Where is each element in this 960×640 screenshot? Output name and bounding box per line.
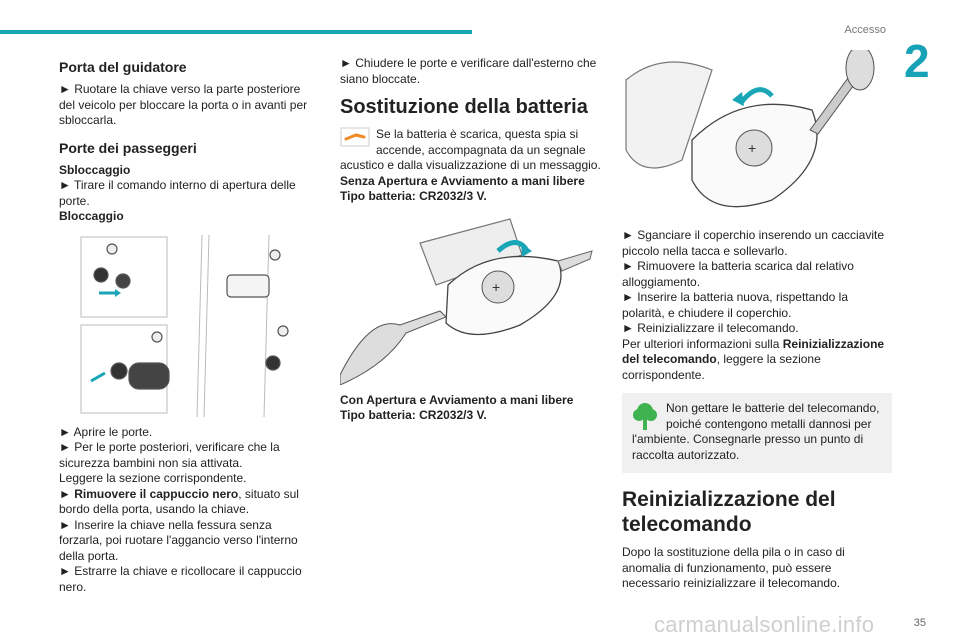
step-open-doors: ► Aprire le porte. [59, 424, 153, 439]
reinit-text: Dopo la sostituzione della pila o in caso di anomalia di funzionamento, può essere necessario reinizializzare il telecomando. [622, 545, 845, 590]
key-battery-illustration-2 [622, 50, 892, 220]
heading-passenger-doors: Porte dei passeggeri [59, 139, 197, 156]
with-handsfree-title: Con Apertura e Avviamento a mani libere [340, 392, 574, 407]
column-1 [59, 56, 314, 595]
heading-driver-door: Porta del guidatore [59, 59, 187, 75]
eco-tree-icon [632, 401, 660, 431]
step-insert-battery: ► Inserire la batteria nuova, rispettando la polarità, e chiudere il coperchio. [622, 290, 849, 320]
header-accent-bar [0, 30, 472, 34]
unlock-title: Sbloccaggio [59, 162, 131, 177]
column-2 [340, 56, 605, 424]
step-remove-cap: ► Rimuovere il cappuccio nero, situato sul bordo della porta, usando la chiave. [59, 486, 299, 516]
without-handsfree-title: Senza Apertura e Avviamento a mani libere [340, 173, 585, 188]
eco-note-text: Non gettare le batterie del telecomando, poiché contengono metalli dannosi per l'ambiente. Consegnarle presso un punto di raccolta autorizzato. [632, 401, 880, 462]
chapter-number: 2 [904, 35, 930, 87]
battery-warning-block [340, 127, 605, 174]
lock-title: Bloccaggio [59, 209, 124, 223]
section-title: Accesso [844, 24, 886, 36]
with-handsfree-battery: Tipo batteria: CR2032/3 V. [340, 408, 487, 422]
more-info-text: Per ulteriori informazioni sulla Reinizializzazione del telecomando, leggere la sezione corrispondente. [622, 336, 885, 382]
page-number: 35 [913, 617, 926, 629]
watermark: carmanualsonline.info [654, 612, 875, 637]
battery-warning-icon [340, 127, 370, 147]
step-remove-battery: ► Rimuovere la batteria scarica dal relativo alloggiamento. [622, 259, 854, 289]
eco-note [622, 393, 892, 473]
door-lock-illustration [59, 235, 314, 417]
step-child-lock: ► Per le porte posteriori, verificare che la sicurezza bambini non sia attivata. [59, 440, 280, 470]
step-reinitialize: ► Reinizializzare il telecomando. [622, 321, 799, 335]
svg-text:+: + [492, 278, 501, 295]
step-insert-key: ► Inserire la chiave nella fessura senza forzarla, poi ruotare l'aggancio verso l'interno della porta. [59, 517, 298, 563]
key-battery-illustration-1 [340, 215, 605, 385]
step-unclip-cover: ► Sganciare il coperchio inserendo un cacciavite piccolo nella tacca e sollevarlo. [622, 228, 885, 258]
battery-warning-text: Se la batteria è scarica, questa spia si accende, accompagnata da un segnale acustico e dalla visualizzazione di un messaggio. [340, 127, 601, 172]
without-handsfree-battery: Tipo batteria: CR2032/3 V. [340, 189, 487, 203]
unlock-text: ► Tirare il comando interno di apertura delle porte. [59, 178, 296, 208]
heading-reinitialize: Reinizializzazione del telecomando [622, 488, 836, 536]
close-doors-text: ► Chiudere le porte e verificare dall'esterno che siano bloccate. [340, 56, 597, 86]
heading-battery-replacement: Sostituzione della batteria [340, 96, 588, 118]
column-3 [622, 56, 892, 592]
svg-text:+: + [748, 140, 757, 156]
step-extract-key: ► Estrarre la chiave e ricollocare il cappuccio nero. [59, 564, 302, 594]
step-read-section: Leggere la sezione corrispondente. [59, 471, 247, 485]
driver-door-text: ► Ruotare la chiave verso la parte posteriore del veicolo per bloccare la porta o in avanti per sbloccarla. [59, 82, 308, 127]
